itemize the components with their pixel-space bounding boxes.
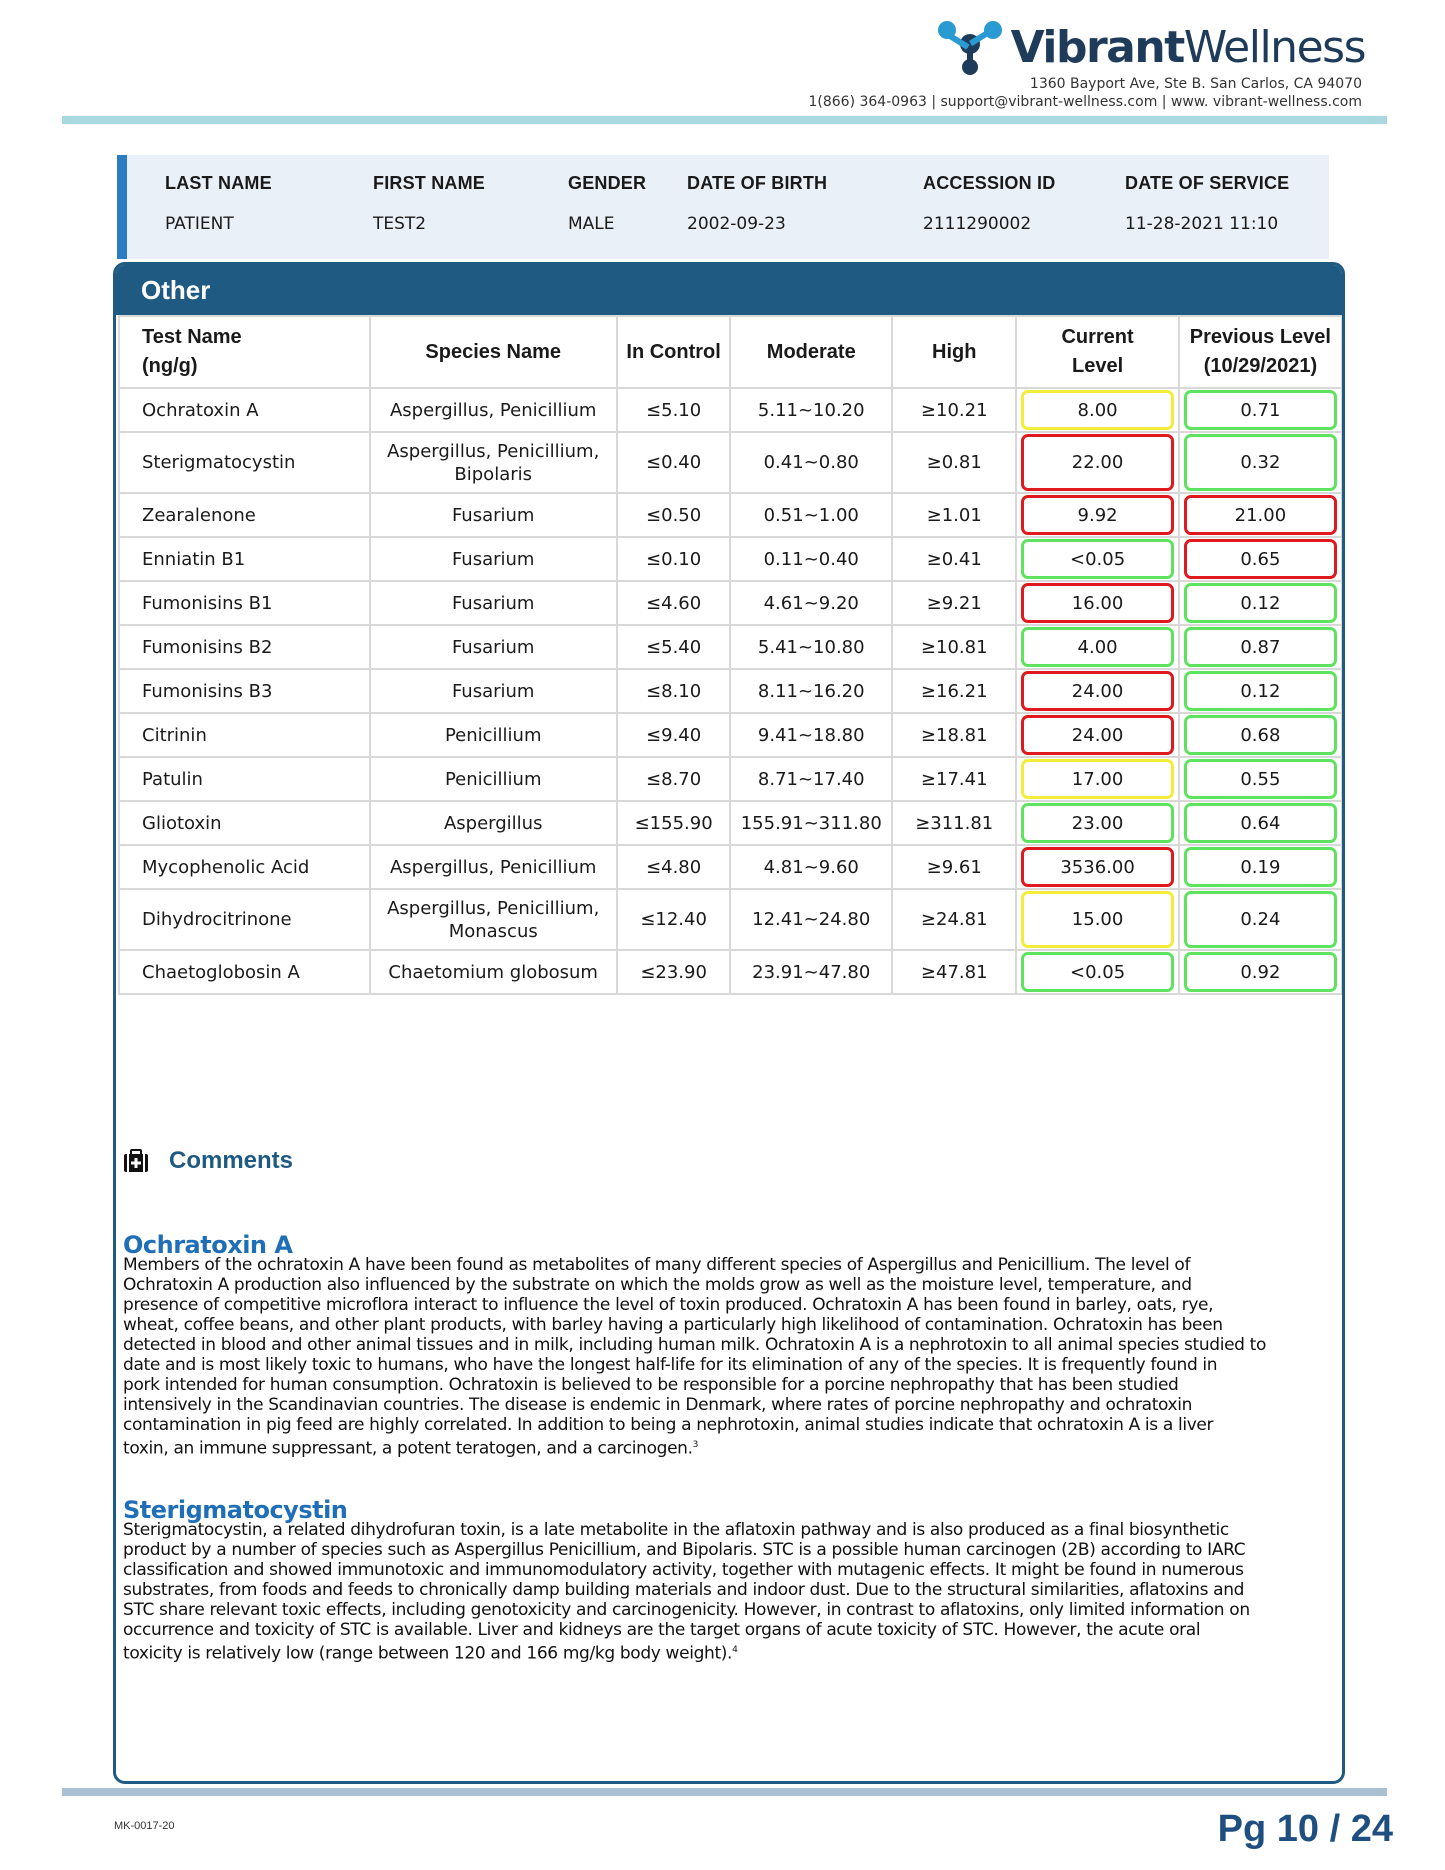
comment-line [123, 1520, 1345, 1540]
high-cell: ≥1.01 [892, 493, 1016, 537]
species-line: Bipolaris [454, 463, 533, 485]
test-name-cell: Chaetoglobosin A [119, 950, 370, 994]
species-cell [370, 757, 617, 801]
page-number: Pg 10 / 24 [1217, 1808, 1393, 1850]
table-row [119, 801, 1342, 845]
current-level-cell [1016, 581, 1178, 625]
comment-line-text: substrates, from foods and feeds to chronically damp building materials and indoor dust. Due to the structural similarities, aflatoxins and [123, 1580, 1245, 1600]
col-high: High [892, 316, 1016, 388]
comment-line-text: product by a number of species such as Aspergillus Penicillium, and Bipolaris. STC is a possible human carcinogen (2B) according to IARC [123, 1540, 1246, 1560]
species-line: Aspergillus, Penicillium, [387, 440, 600, 462]
high-cell: ≥311.81 [892, 801, 1016, 845]
moderate-cell: 4.61~9.20 [730, 581, 892, 625]
test-name-cell: Sterigmatocystin [119, 432, 370, 493]
in-control-cell: ≤12.40 [617, 889, 730, 950]
comment-line-text: Members of the ochratoxin A have been found as metabolites of many different species of Aspergillus and Penicillium. The level of [123, 1255, 1191, 1275]
comment-line-text: detected in blood and other animal tissues and in milk, including human milk. Ochratoxin A is a nephrotoxin to all animal species studied to [123, 1335, 1267, 1355]
species-line: Fusarium [451, 680, 535, 702]
in-control-cell: ≤0.40 [617, 432, 730, 493]
current-level-value-box: 24.00 [1021, 715, 1173, 755]
test-name-cell: Fumonisins B2 [119, 625, 370, 669]
moderate-cell: 0.11~0.40 [730, 537, 892, 581]
col-moderate: Moderate [730, 316, 892, 388]
current-level-value-box: 8.00 [1021, 390, 1173, 430]
comment-line [123, 1255, 1345, 1275]
comment-line-text: pork intended for human consumption. Ochratoxin is believed to be responsible for a porcine nephropathy that has been studied [123, 1375, 1179, 1395]
current-level-cell [1016, 950, 1178, 994]
patient-gender: GENDER MALE [568, 173, 647, 234]
test-name-cell: Zearalenone [119, 493, 370, 537]
comment-line-text: Sterigmatocystin, a related dihydrofuran toxin, is a late metabolite in the aflatoxin pathway and is also produced as a final biosynthetic [123, 1520, 1229, 1540]
current-level-cell [1016, 713, 1178, 757]
test-name-cell: Fumonisins B1 [119, 581, 370, 625]
high-cell: ≥9.21 [892, 581, 1016, 625]
patient-info-panel [117, 155, 1329, 259]
current-level-value-box: 15.00 [1021, 891, 1173, 948]
patient-last-name: LAST NAME PATIENT [165, 173, 272, 234]
high-cell: ≥10.21 [892, 388, 1016, 432]
comment-body-ochratoxin [123, 1255, 1345, 1459]
species-line: Fusarium [451, 592, 535, 614]
current-level-value-box: 16.00 [1021, 583, 1173, 623]
patient-accent-bar [117, 155, 127, 259]
previous-level-cell [1179, 669, 1342, 713]
species-cell [370, 889, 617, 950]
table-row [119, 950, 1342, 994]
patient-accession-id: ACCESSION ID 2111290002 [923, 173, 1056, 234]
header-divider [62, 116, 1387, 124]
in-control-cell: ≤5.10 [617, 388, 730, 432]
previous-level-value-box: 0.71 [1184, 390, 1337, 430]
current-level-cell [1016, 669, 1178, 713]
high-cell: ≥24.81 [892, 889, 1016, 950]
comment-line-text: classification and showed immunotoxic and immunomodulatory activity, together with mutagenic effects. It might be found in numerous [123, 1560, 1244, 1580]
species-line: Aspergillus [443, 812, 543, 834]
section-title: Other [116, 265, 1342, 315]
species-cell [370, 581, 617, 625]
in-control-cell: ≤23.90 [617, 950, 730, 994]
species-cell [370, 845, 617, 889]
previous-level-value-box: 0.87 [1184, 627, 1337, 667]
current-level-value-box: 9.92 [1021, 495, 1173, 535]
test-name-cell: Citrinin [119, 713, 370, 757]
species-line: Fusarium [451, 548, 535, 570]
previous-level-value-box: 21.00 [1184, 495, 1337, 535]
company-contact: 1(866) 364-0963 | support@vibrant-wellness.com | www. vibrant-wellness.com [808, 94, 1362, 110]
test-name-cell: Gliotoxin [119, 801, 370, 845]
previous-level-value-box: 0.24 [1184, 891, 1337, 948]
current-level-value-box: 4.00 [1021, 627, 1173, 667]
in-control-cell: ≤8.70 [617, 757, 730, 801]
comment-line [123, 1355, 1345, 1375]
species-line: Aspergillus, Penicillium, [387, 897, 600, 919]
current-level-cell [1016, 889, 1178, 950]
in-control-cell: ≤8.10 [617, 669, 730, 713]
species-cell [370, 493, 617, 537]
moderate-cell: 4.81~9.60 [730, 845, 892, 889]
comment-line [123, 1315, 1345, 1335]
col-previous-level: Previous Level (10/29/2021) [1179, 316, 1342, 388]
current-level-cell [1016, 625, 1178, 669]
company-address: 1360 Bayport Ave, Ste B. San Carlos, CA 94070 [1029, 76, 1362, 92]
current-level-value-box: 23.00 [1021, 803, 1173, 843]
species-cell [370, 801, 617, 845]
moderate-cell: 155.91~311.80 [730, 801, 892, 845]
table-row [119, 388, 1342, 432]
footer-divider [62, 1788, 1387, 1796]
previous-level-cell [1179, 801, 1342, 845]
table-row [119, 625, 1342, 669]
results-table [118, 315, 1343, 995]
comment-line [123, 1275, 1345, 1295]
species-cell [370, 388, 617, 432]
comment-line [123, 1600, 1345, 1620]
species-cell [370, 713, 617, 757]
high-cell: ≥47.81 [892, 950, 1016, 994]
moderate-cell: 8.71~17.40 [730, 757, 892, 801]
comment-line-text: occurrence and toxicity of STC is available. Liver and kidneys are the target organs of acute toxicity of STC. However, the acute oral [123, 1620, 1201, 1640]
species-cell [370, 625, 617, 669]
brand-logo [935, 18, 1365, 76]
comment-line [123, 1295, 1345, 1315]
comment-line [123, 1375, 1345, 1395]
comment-line [123, 1395, 1345, 1415]
in-control-cell: ≤155.90 [617, 801, 730, 845]
moderate-cell: 5.11~10.20 [730, 388, 892, 432]
patient-first-name: FIRST NAME TEST2 [373, 173, 485, 234]
other-section [113, 262, 1345, 1784]
in-control-cell: ≤5.40 [617, 625, 730, 669]
table-row [119, 537, 1342, 581]
test-name-cell: Mycophenolic Acid [119, 845, 370, 889]
species-line: Monascus [448, 920, 538, 942]
patient-dob: DATE OF BIRTH 2002-09-23 [687, 173, 828, 234]
current-level-cell [1016, 432, 1178, 493]
species-cell [370, 669, 617, 713]
species-line: Aspergillus, Penicillium [389, 399, 597, 421]
comment-line-text: Ochratoxin A production also influenced by the substrate on which the molds grow as well as the moisture level, temperature, and [123, 1275, 1192, 1295]
col-species-name: Species Name [370, 316, 617, 388]
table-row [119, 581, 1342, 625]
results-body [119, 388, 1342, 994]
high-cell: ≥17.41 [892, 757, 1016, 801]
previous-level-cell [1179, 757, 1342, 801]
in-control-cell: ≤0.10 [617, 537, 730, 581]
comment-line [123, 1415, 1345, 1435]
table-header-row [119, 316, 1342, 388]
previous-level-cell [1179, 845, 1342, 889]
comment-body-sterigmatocystin [123, 1520, 1345, 1664]
table-row [119, 493, 1342, 537]
reference-marker: 4 [732, 1645, 738, 1655]
high-cell: ≥0.81 [892, 432, 1016, 493]
table-row [119, 845, 1342, 889]
test-name-cell: Patulin [119, 757, 370, 801]
previous-level-cell [1179, 950, 1342, 994]
test-name-cell: Dihydrocitrinone [119, 889, 370, 950]
previous-level-value-box: 0.19 [1184, 847, 1337, 887]
current-level-value-box: 3536.00 [1021, 847, 1173, 887]
species-line: Fusarium [451, 504, 535, 526]
previous-level-value-box: 0.32 [1184, 434, 1337, 491]
brand-name: VibrantWellness [1010, 21, 1365, 73]
document-id: MK-0017-20 [114, 1820, 175, 1832]
moderate-cell: 9.41~18.80 [730, 713, 892, 757]
current-level-cell [1016, 757, 1178, 801]
high-cell: ≥0.41 [892, 537, 1016, 581]
species-line: Chaetomium globosum [388, 961, 598, 983]
species-cell [370, 432, 617, 493]
table-row [119, 757, 1342, 801]
species-line: Penicillium [444, 768, 542, 790]
current-level-value-box: <0.05 [1021, 952, 1173, 992]
table-row [119, 432, 1342, 493]
comment-line-text: contamination in pig feed are highly correlated. In addition to being a nephrotoxin, animal studies indicate that ochratoxin A is a liver [123, 1415, 1214, 1435]
previous-level-cell [1179, 493, 1342, 537]
high-cell: ≥10.81 [892, 625, 1016, 669]
in-control-cell: ≤9.40 [617, 713, 730, 757]
current-level-value-box: <0.05 [1021, 539, 1173, 579]
in-control-cell: ≤0.50 [617, 493, 730, 537]
comment-line-text: STC share relevant toxic effects, including genotoxicity and carcinogenicity. However, in contrast to aflatoxins, only limited information on [123, 1600, 1250, 1620]
current-level-value-box: 17.00 [1021, 759, 1173, 799]
current-level-value-box: 22.00 [1021, 434, 1173, 491]
previous-level-value-box: 0.64 [1184, 803, 1337, 843]
moderate-cell: 0.41~0.80 [730, 432, 892, 493]
in-control-cell: ≤4.60 [617, 581, 730, 625]
species-line: Fusarium [451, 636, 535, 658]
comment-title-ochratoxin: Ochratoxin A [123, 1231, 293, 1259]
comment-line [123, 1435, 1345, 1459]
in-control-cell: ≤4.80 [617, 845, 730, 889]
comment-line [123, 1580, 1345, 1600]
previous-level-value-box: 0.68 [1184, 715, 1337, 755]
species-line: Aspergillus, Penicillium [389, 856, 597, 878]
comments-heading: Comments [123, 1147, 293, 1175]
col-test-name: Test Name (ng/g) [119, 316, 370, 388]
species-cell [370, 950, 617, 994]
col-current-level: Current Level [1016, 316, 1178, 388]
table-row [119, 889, 1342, 950]
comment-line-text: toxin, an immune suppressant, a potent teratogen, and a carcinogen. [123, 1438, 693, 1459]
comment-line [123, 1540, 1345, 1560]
previous-level-cell [1179, 713, 1342, 757]
test-name-cell: Enniatin B1 [119, 537, 370, 581]
table-row [119, 669, 1342, 713]
current-level-cell [1016, 845, 1178, 889]
comment-line [123, 1560, 1345, 1580]
reference-marker: 3 [692, 1440, 699, 1450]
test-name-cell: Ochratoxin A [119, 388, 370, 432]
species-line: Penicillium [444, 724, 542, 746]
current-level-cell [1016, 493, 1178, 537]
patient-date-of-service: DATE OF SERVICE 11-28-2021 11:10 [1125, 173, 1290, 234]
first-aid-kit-icon [123, 1149, 149, 1173]
comment-line-text: date and is most likely toxic to humans, who have the longest half-life for its elimination of any of the species. It is frequently found in [123, 1355, 1218, 1375]
current-level-value-box: 24.00 [1021, 671, 1173, 711]
comment-line-text: toxicity is relatively low (range between 120 and 166 mg/kg body weight). [123, 1643, 733, 1664]
previous-level-cell [1179, 581, 1342, 625]
high-cell: ≥16.21 [892, 669, 1016, 713]
current-level-cell [1016, 537, 1178, 581]
previous-level-cell [1179, 432, 1342, 493]
current-level-cell [1016, 388, 1178, 432]
moderate-cell: 23.91~47.80 [730, 950, 892, 994]
previous-level-value-box: 0.92 [1184, 952, 1337, 992]
table-row [119, 713, 1342, 757]
comment-line-text: intensively in the Scandinavian countries. The disease is endemic in Denmark, where rates of porcine nephropathy and ochratoxin [123, 1395, 1193, 1415]
previous-level-value-box: 0.12 [1184, 583, 1337, 623]
high-cell: ≥9.61 [892, 845, 1016, 889]
previous-level-cell [1179, 537, 1342, 581]
species-cell [370, 537, 617, 581]
previous-level-value-box: 0.12 [1184, 671, 1337, 711]
previous-level-cell [1179, 889, 1342, 950]
comment-title-sterigmatocystin: Sterigmatocystin [123, 1496, 348, 1524]
moderate-cell: 8.11~16.20 [730, 669, 892, 713]
col-in-control: In Control [617, 316, 730, 388]
high-cell: ≥18.81 [892, 713, 1016, 757]
previous-level-value-box: 0.55 [1184, 759, 1337, 799]
comment-line-text: presence of competitive microflora interact to influence the level of toxin produced. Ochratoxin A has been found in barley, oats, rye, [123, 1295, 1214, 1315]
comment-line [123, 1640, 1345, 1664]
comment-line [123, 1335, 1345, 1355]
moderate-cell: 0.51~1.00 [730, 493, 892, 537]
previous-level-cell [1179, 625, 1342, 669]
current-level-cell [1016, 801, 1178, 845]
logo-molecule-icon [935, 18, 1005, 76]
previous-level-cell [1179, 388, 1342, 432]
comment-line-text: wheat, coffee beans, and other plant products, with barley having a particularly high likelihood of contamination. Ochratoxin has been [123, 1315, 1223, 1335]
previous-level-value-box: 0.65 [1184, 539, 1337, 579]
comment-line [123, 1620, 1345, 1640]
moderate-cell: 12.41~24.80 [730, 889, 892, 950]
moderate-cell: 5.41~10.80 [730, 625, 892, 669]
test-name-cell: Fumonisins B3 [119, 669, 370, 713]
